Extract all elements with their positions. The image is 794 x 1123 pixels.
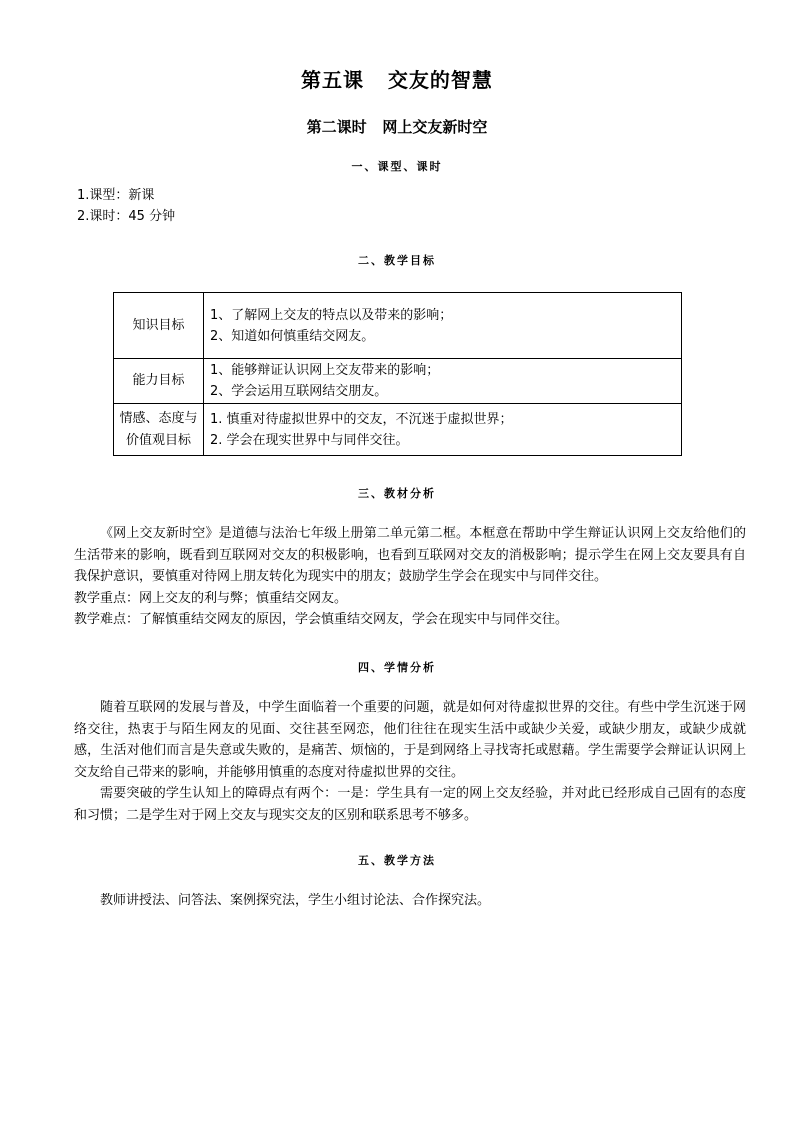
goal-content: [204, 359, 682, 404]
goal-content: [204, 293, 682, 359]
goal-item: 2、学会运用互联网结交朋友。: [210, 384, 388, 399]
learner-analysis-paragraph-2: 需要突破的学生认知上的障碍点有两个：一是：学生具有一定的网上交友经验，并对此已经形成自己固有的态度和习惯；二是学生对于网上交友与现实交友的区别和联系思考不够多。: [74, 786, 746, 823]
goal-label: 能力目标: [114, 359, 204, 404]
learner-analysis-paragraph-1: 随着互联网的发展与普及，中学生面临着一个重要的问题，就是如何对待虚拟世界的交往。有些中学生沉迷于网络交往，热衷于与陌生网友的见面、交往甚至网恋，他们往往在现实生活中或缺少关爱，或缺少朋友，或缺少成就感，生活对他们而言是失意或失败的，是痛苦、烦恼的，于是到网络上寻找寄托或慰藉。学生需要学会辩证认识网上交友给自己带来的影响，并能够用慎重的态度对待虚拟世界的交往。: [74, 700, 746, 780]
teaching-methods-paragraph: 教师讲授法、问答法、案例探究法，学生小组讨论法、合作探究法。: [100, 893, 491, 908]
teaching-key-points: 教学重点：网上交友的利与弊；慎重结交网友。: [74, 591, 348, 606]
goal-item: 2. 学会在现实世界中与同伴交往。: [210, 432, 409, 448]
goal-row-knowledge: [114, 293, 682, 359]
goal-item: 2、知道如何慎重结交网友。: [210, 328, 375, 344]
goal-row-attitude: [114, 404, 682, 456]
goal-content: [204, 404, 682, 456]
lesson-subtitle: 第二课时 网上交友新时空: [306, 118, 488, 136]
goal-item: 1、能够辩证认识网上交友带来的影响；: [210, 363, 440, 378]
goal-item: 1. 慎重对待虚拟世界中的交友，不沉迷于虚拟世界；: [210, 411, 513, 427]
lesson-title: 第五课 交友的智慧: [301, 68, 493, 92]
goal-item: 1、了解网上交友的特点以及带来的影响；: [210, 307, 453, 323]
goal-row-ability: [114, 359, 682, 404]
teaching-difficulties: 教学难点：了解慎重结交网友的原因，学会慎重结交网友，学会在现实中与同伴交往。: [74, 612, 569, 627]
section-heading-course-type: 一、课型、课时: [351, 160, 443, 173]
section-heading-goals: 二、教学目标: [358, 254, 436, 267]
goal-label: 情感、态度与价值观目标: [114, 404, 204, 456]
goal-label: 知识目标: [114, 293, 204, 359]
section-heading-material-analysis: 三、教材分析: [358, 487, 436, 500]
course-hours-line: 2.课时：45 分钟: [77, 209, 176, 224]
section-heading-learner-analysis: 四、学情分析: [358, 661, 436, 674]
section-heading-teaching-methods: 五、教学方法: [358, 854, 436, 867]
course-type-line: 1.课型：新课: [77, 188, 155, 203]
teaching-goals-table: [113, 292, 682, 456]
material-analysis-paragraph: 《网上交友新时空》是道德与法治七年级上册第二单元第二框。本框意在帮助中学生辩证认识网上交友给他们的生活带来的影响，既看到互联网对交友的积极影响，也看到互联网对交友的消极影响；提示学生在网上交友要具有自我保护意识，要慎重对待网上朋友转化为现实中的朋友；鼓励学生学会在现实中与同伴交往。: [74, 526, 746, 584]
